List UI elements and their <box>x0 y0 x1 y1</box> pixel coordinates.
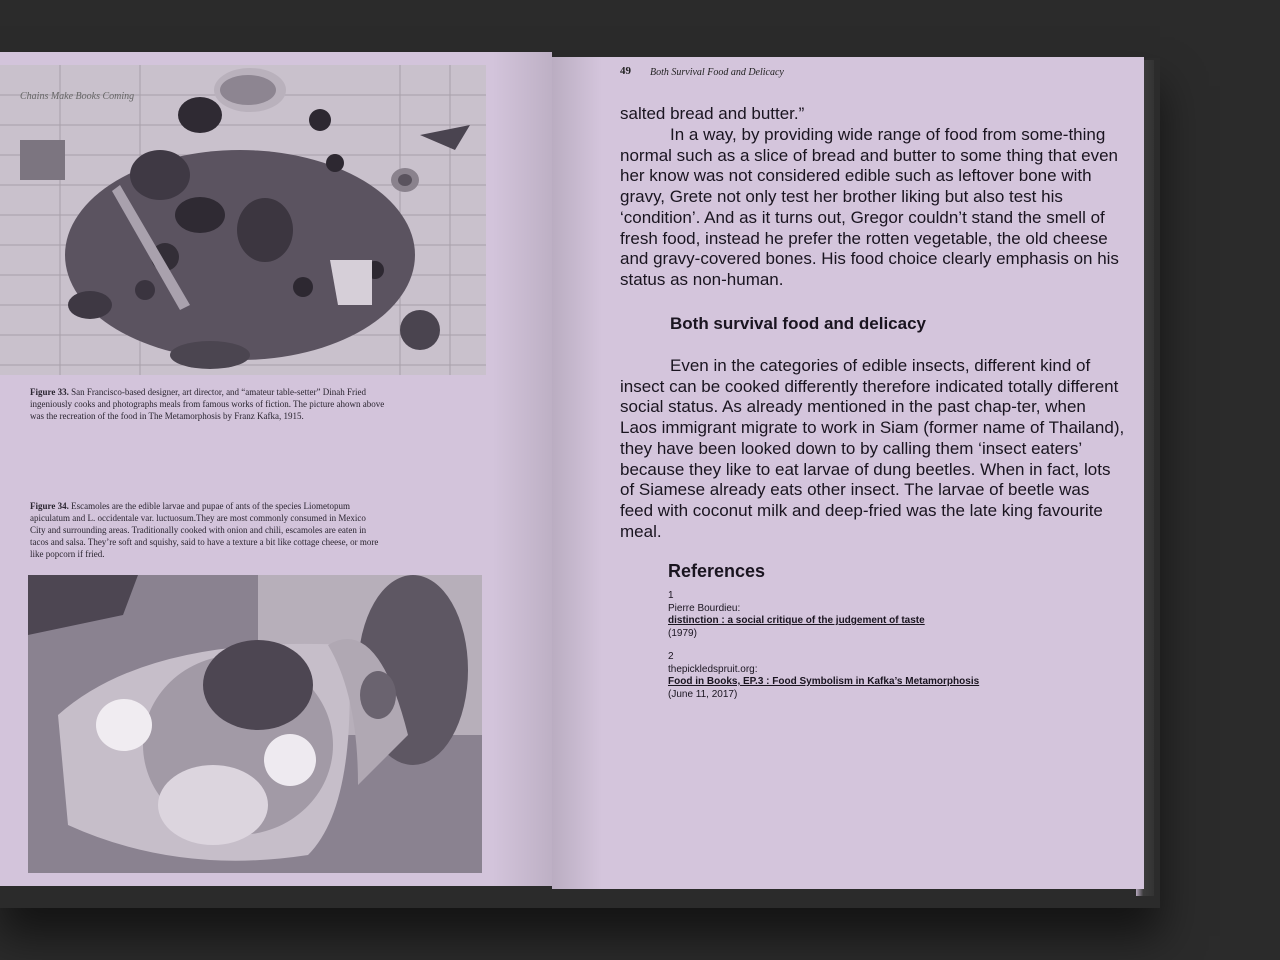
paragraph-grete: In a way, by providing wide range of food from some-thing normal such as a slice of bread and butter to some thing that even her know was not considered edible such as leftover bone with gravy, Grete not only test her brother liking but also test his ‘condition’. And as it turns out, Gregor couldn’t stand the smell of fresh food, instead he prefer the rotten vegetable, the old cheese and gravy-covered bones. His food choice clearly emphasis on his status as non-human. <box>620 125 1119 289</box>
figure-34-label: Figure 34. <box>30 501 69 511</box>
newspaper-text: Chains Make Books Coming <box>20 91 135 102</box>
reference-title-link[interactable]: Food in Books, EP.3 : Food Symbolism in Kafka’s Metamorphosis <box>668 676 980 687</box>
reference-number: 1 <box>668 590 674 601</box>
figure-33-label: Figure 33. <box>30 387 69 397</box>
references-heading: References <box>668 561 766 581</box>
figure-33-caption <box>30 386 385 422</box>
reference-item <box>668 651 979 701</box>
paragraph-continuation: salted bread and butter.” <box>620 104 805 123</box>
figure-33-text: San Francisco-based designer, art director, and “amateur table-setter” Dinah Fried ingeniously cooks and photographs meals from famous works of fiction. The picture ahown above was the recreation of the food in The Metamorphosis by Franz Kafka, 1915. <box>30 387 385 421</box>
reference-date: (June 11, 2017) <box>668 688 738 700</box>
reference-item <box>668 590 925 640</box>
figure-34-caption <box>30 500 382 560</box>
paragraph-insects: Even in the categories of edible insects, different kind of insect can be cooked differently therefore indicated totally different social status. As already mentioned in the past chap-ter, when Laos immigrant migrate to work in Siam (former name of Thailand), they have been looked down to by calling them ‘insect eaters’ because they like to eat larvae of dung beetles. When in fact, lots of Siamese already eats other insect. The larvae of beetle was feed with coconut milk and deep-fried was the late king favourite meal. <box>620 356 1125 541</box>
figure-33-photo <box>0 65 486 375</box>
figure-34-text: Escamoles are the edible larvae and pupae of ants of the species Liometopum apiculatum and L. occidentale var. luctuosum.They are most commonly consumed in Mexico City and surrounding areas. Traditionally cooked with onion and chili, escamoles are eaten in tacos and salsa. They’re soft and squishy, said to have a texture a bit like cottage cheese, or more like popcorn if fried. <box>30 501 379 559</box>
reference-title-link[interactable]: distinction : a social critique of the judgement of taste <box>668 615 925 626</box>
figure-34-photo <box>28 575 482 873</box>
reference-author: Pierre Bourdieu: <box>668 602 741 614</box>
page-number: 49 <box>620 65 631 77</box>
running-head: Both Survival Food and Delicacy <box>650 67 784 78</box>
reference-author: thepickledspruit.org: <box>668 663 758 675</box>
reference-number: 2 <box>668 651 674 662</box>
reference-date: (1979) <box>668 627 697 639</box>
section-heading: Both survival food and delicacy <box>670 314 927 333</box>
